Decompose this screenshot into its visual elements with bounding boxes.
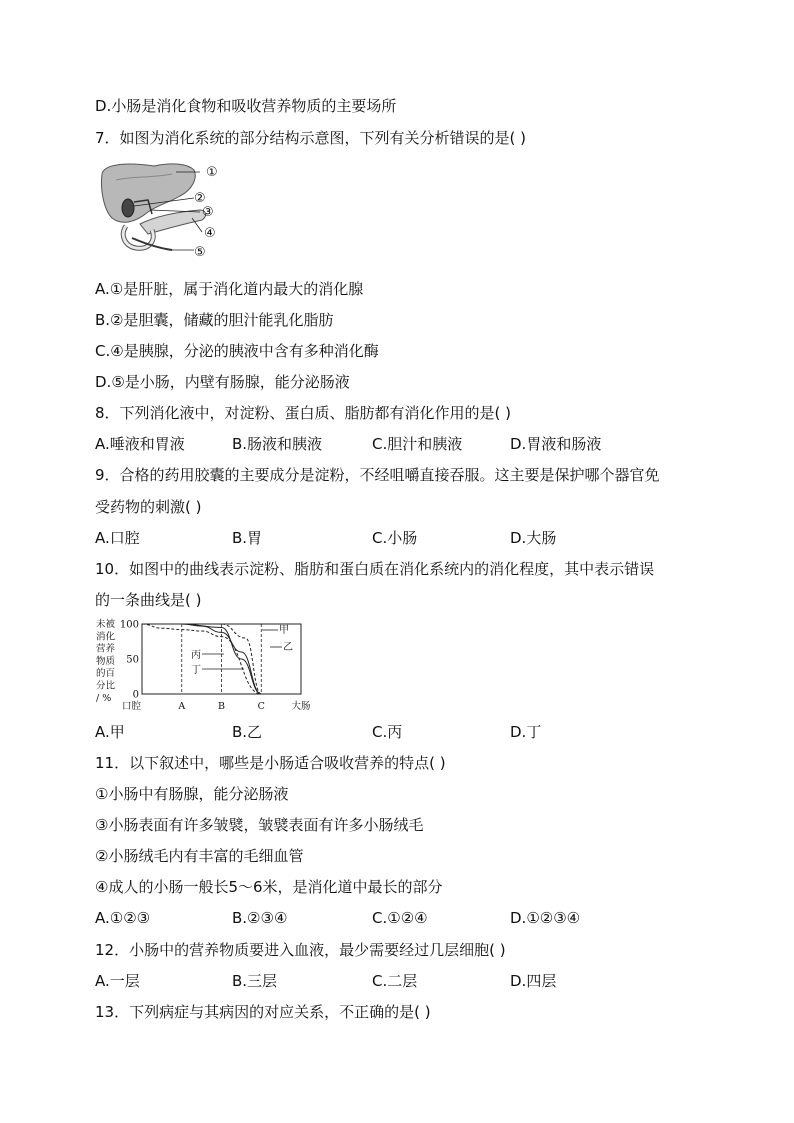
y-axis-label-line: 的百 xyxy=(96,668,116,680)
q11-option-c: C.①②④ xyxy=(372,909,428,927)
question-9: 9．合格的药用胶囊的主要成分是淀粉，不经咀嚼直接吞服。这主要是保护哪个器官免 xyxy=(95,466,660,484)
q7-option-b: B.②是胆囊，储藏的胆汁能乳化脂肪 xyxy=(95,311,334,329)
digestion-chart-svg xyxy=(94,618,314,714)
q9-option-a: A.口腔 xyxy=(95,529,140,547)
q9-option-b: B.胃 xyxy=(232,529,263,547)
q10-option-d: D.丁 xyxy=(510,723,542,741)
q10-option-c: C.丙 xyxy=(372,723,403,741)
x-tick-label: 口腔 xyxy=(122,701,142,712)
series-label: 丁 xyxy=(191,665,201,676)
question-11: 11．以下叙述中，哪些是小肠适合吸收营养的特点( ) xyxy=(95,754,446,772)
q12-option-a: A.一层 xyxy=(95,972,140,990)
q11-statement-1: ①小肠中有肠腺，能分泌肠液 xyxy=(95,785,289,803)
y-axis-label-line: / % xyxy=(96,692,112,704)
y-tick-label: 100 xyxy=(119,619,139,631)
question-8: 8．下列消化液中，对淀粉、蛋白质、脂肪都有消化作用的是( ) xyxy=(95,404,512,422)
q11-option-d: D.①②③④ xyxy=(510,909,581,927)
x-tick-label: B xyxy=(218,701,225,712)
q8-option-c: C.胆汁和胰液 xyxy=(372,435,463,453)
y-axis-label-line: 分比 xyxy=(96,680,116,692)
series-label: 丙 xyxy=(191,650,201,661)
y-tick-label: 0 xyxy=(132,689,139,701)
y-tick-label: 50 xyxy=(126,654,139,666)
figure-label-3: ③ xyxy=(202,205,214,220)
question-13: 13．下列病症与其病因的对应关系，不正确的是( ) xyxy=(95,1003,431,1021)
figure-label-1: ① xyxy=(206,165,218,180)
series-label: 乙 xyxy=(283,642,293,653)
q11-statement-4: ④成人的小肠一般长5～6米，是消化道中最长的部分 xyxy=(95,878,443,896)
figure-label-5: ⑤ xyxy=(194,245,206,260)
question-12: 12．小肠中的营养物质要进入血液，最少需要经过几层细胞( ) xyxy=(95,941,506,959)
q11-statement-3: ③小肠表面有许多皱襞，皱襞表面有许多小肠绒毛 xyxy=(95,816,424,834)
q9-option-d: D.大肠 xyxy=(510,529,557,547)
x-tick-label: A xyxy=(178,701,186,712)
question-10-cont: 的一条曲线是( ) xyxy=(95,591,202,609)
series-line-1 xyxy=(142,624,261,694)
q8-option-a: A.唾液和胃液 xyxy=(95,435,185,453)
figure-label-4: ④ xyxy=(204,226,216,241)
q8-option-b: B.肠液和胰液 xyxy=(232,435,323,453)
q10-option-b: B.乙 xyxy=(232,723,263,741)
q11-option-b: B.②③④ xyxy=(232,909,288,927)
question-7: 7．如图为消化系统的部分结构示意图，下列有关分析错误的是( ) xyxy=(95,129,527,147)
y-axis-label-line: 未被 xyxy=(96,619,116,630)
q9-option-c: C.小肠 xyxy=(372,529,418,547)
q7-option-c: C.④是胰腺，分泌的胰液中含有多种消化酶 xyxy=(95,342,379,360)
x-tick-label: 大肠 xyxy=(291,701,311,712)
figure-label-2: ② xyxy=(194,191,206,206)
q11-statement-2: ②小肠绒毛内有丰富的毛细血管 xyxy=(95,847,304,865)
question-9-cont: 受药物的刺激( ) xyxy=(95,498,202,516)
q7-option-d: D.⑤是小肠，内壁有肠腺，能分泌肠液 xyxy=(95,373,350,391)
question-10: 10．如图中的曲线表示淀粉、脂肪和蛋白质在消化系统内的消化程度，其中表示错误 xyxy=(95,560,655,578)
q10-option-a: A.甲 xyxy=(95,723,125,741)
q12-option-b: B.三层 xyxy=(232,972,278,990)
y-axis-label-line: 营养 xyxy=(96,643,116,655)
y-axis-label-line: 消化 xyxy=(96,631,116,643)
series-label: 甲 xyxy=(279,625,289,636)
x-tick-label: C xyxy=(257,701,265,712)
q11-option-a: A.①②③ xyxy=(95,909,151,927)
q8-option-d: D.胃液和肠液 xyxy=(510,435,602,453)
q7-option-a: A.①是肝脏，属于消化道内最大的消化腺 xyxy=(95,280,364,298)
digestion-chart xyxy=(94,618,314,718)
q12-option-d: D.四层 xyxy=(510,972,557,990)
q12-option-c: C.二层 xyxy=(372,972,418,990)
q6-option-d: D.小肠是消化食物和吸收营养物质的主要场所 xyxy=(95,97,397,115)
y-axis-label-line: 物质 xyxy=(96,655,116,667)
